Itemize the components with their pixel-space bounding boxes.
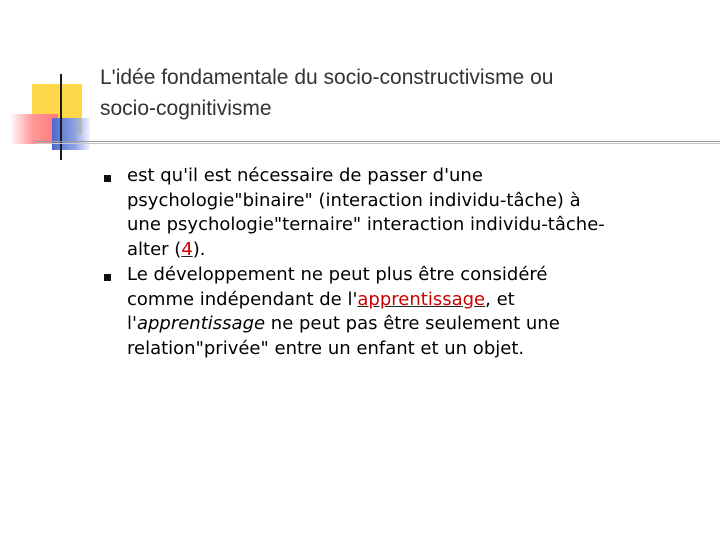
bullet-2-line-3-end: ne peut pas être seulement une [265, 313, 560, 335]
bullet-1-line-2: psychologie"binaire" (interaction individu-tâche) à [127, 189, 581, 211]
bullet-item-1 [104, 164, 704, 263]
bullet-1-line-4 [127, 238, 704, 263]
bullet-1-line-1: est qu'il est nécessaire de passer d'une [127, 165, 483, 186]
slide-title-line-2: socio-cognitivisme [100, 97, 272, 120]
bullet-2-line-2 [127, 288, 704, 313]
slide-title [100, 62, 710, 124]
slide-title-line-1: L'idée fondamentale du socio-constructivisme ou [100, 66, 554, 89]
bullet-square-icon [104, 175, 111, 182]
bullet-1-line-4-end: ). [192, 239, 206, 261]
bullet-2-line-1: Le développement ne peut plus être considéré [127, 263, 548, 285]
title-underline-shadow [36, 143, 720, 144]
reference-link-4[interactable]: 4 [181, 239, 193, 261]
decor-red-bar [10, 114, 58, 144]
bullet-1-line-3: une psychologie"ternaire" interaction individu-tâche- [127, 214, 605, 236]
bullet-2-line-3 [127, 312, 704, 337]
apprentissage-italic: apprentissage [136, 313, 266, 335]
bullet-item-2 [104, 263, 704, 362]
apprentissage-link[interactable]: apprentissage [357, 288, 486, 310]
decor-vertical-line [60, 74, 62, 160]
title-underline [36, 141, 720, 142]
bullet-square-icon [104, 274, 111, 281]
bullet-2-line-4: relation"privée" entre un enfant et un objet. [127, 337, 525, 359]
bullet-1-line-4-text: alter ( [127, 239, 182, 261]
bullet-list [104, 164, 704, 362]
bullet-2-line-2-end: , et [485, 288, 515, 310]
bullet-2-line-3-text: l' [127, 313, 137, 335]
decor-blue-square [52, 118, 90, 150]
bullet-2-line-2-text: comme indépendant de l' [127, 288, 358, 310]
